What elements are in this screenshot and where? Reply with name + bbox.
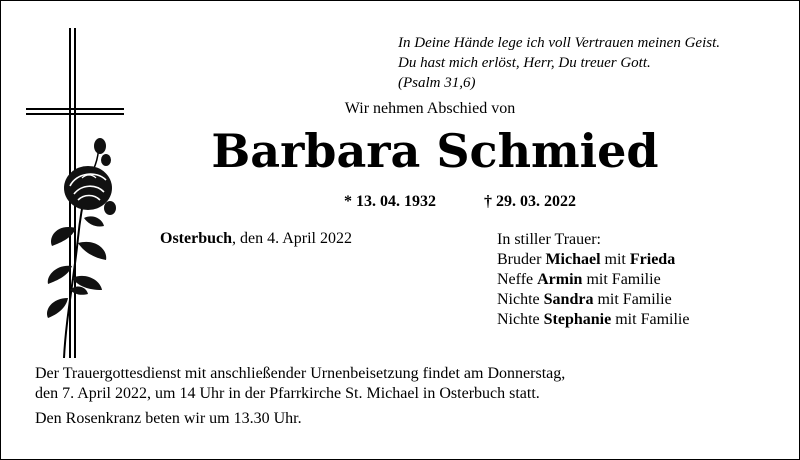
mourner-suffix: mit	[600, 251, 630, 268]
psalm-quote	[398, 33, 720, 93]
mourner-name: Michael	[545, 251, 601, 268]
service-line: Der Trauergottesdienst mit anschließender Urnenbeisetzung findet am Donnerstag,	[35, 365, 566, 382]
relation: Nichte	[497, 311, 544, 328]
birth-date: * 13. 04. 1932	[344, 193, 436, 210]
cross-with-rose-icon	[26, 28, 136, 358]
life-dates	[344, 193, 576, 211]
mourner-name: Armin	[537, 271, 583, 288]
mourner-name: Sandra	[543, 291, 594, 308]
farewell-intro: Wir nehmen Abschied von	[344, 100, 516, 117]
relation: Bruder	[497, 251, 546, 268]
mourner-partner-name: Frieda	[629, 251, 676, 268]
relation: Nichte	[497, 291, 544, 308]
quote-line: Du hast mich erlöst, Herr, Du treuer Gott.	[398, 55, 651, 71]
mourner-row	[497, 250, 689, 270]
mourner-row	[497, 270, 689, 290]
mourners-heading: In stiller Trauer:	[497, 231, 601, 248]
service-line: den 7. April 2022, um 14 Uhr in der Pfarrkirche St. Michael in Osterbuch statt.	[35, 385, 540, 402]
mourner-name: Stephanie	[543, 311, 612, 328]
mourners-list	[497, 230, 689, 330]
death-date: † 29. 03. 2022	[484, 193, 576, 210]
mourner-row	[497, 290, 689, 310]
place-and-date	[160, 230, 352, 248]
mourner-suffix: mit Familie	[582, 271, 661, 288]
notice-date: , den 4. April 2022	[232, 230, 352, 247]
town: Osterbuch	[160, 230, 232, 247]
rosary-announcement: Den Rosenkranz beten wir um 13.30 Uhr.	[35, 410, 302, 427]
mourner-suffix: mit Familie	[611, 311, 690, 328]
quote-reference: (Psalm 31,6)	[398, 75, 476, 91]
mourner-suffix: mit Familie	[593, 291, 672, 308]
mourner-row	[497, 310, 689, 330]
deceased-name: Barbara Schmied	[211, 124, 659, 178]
relation: Neffe	[497, 271, 538, 288]
quote-line: In Deine Hände lege ich voll Vertrauen meinen Geist.	[398, 35, 720, 51]
service-announcement	[35, 364, 565, 404]
